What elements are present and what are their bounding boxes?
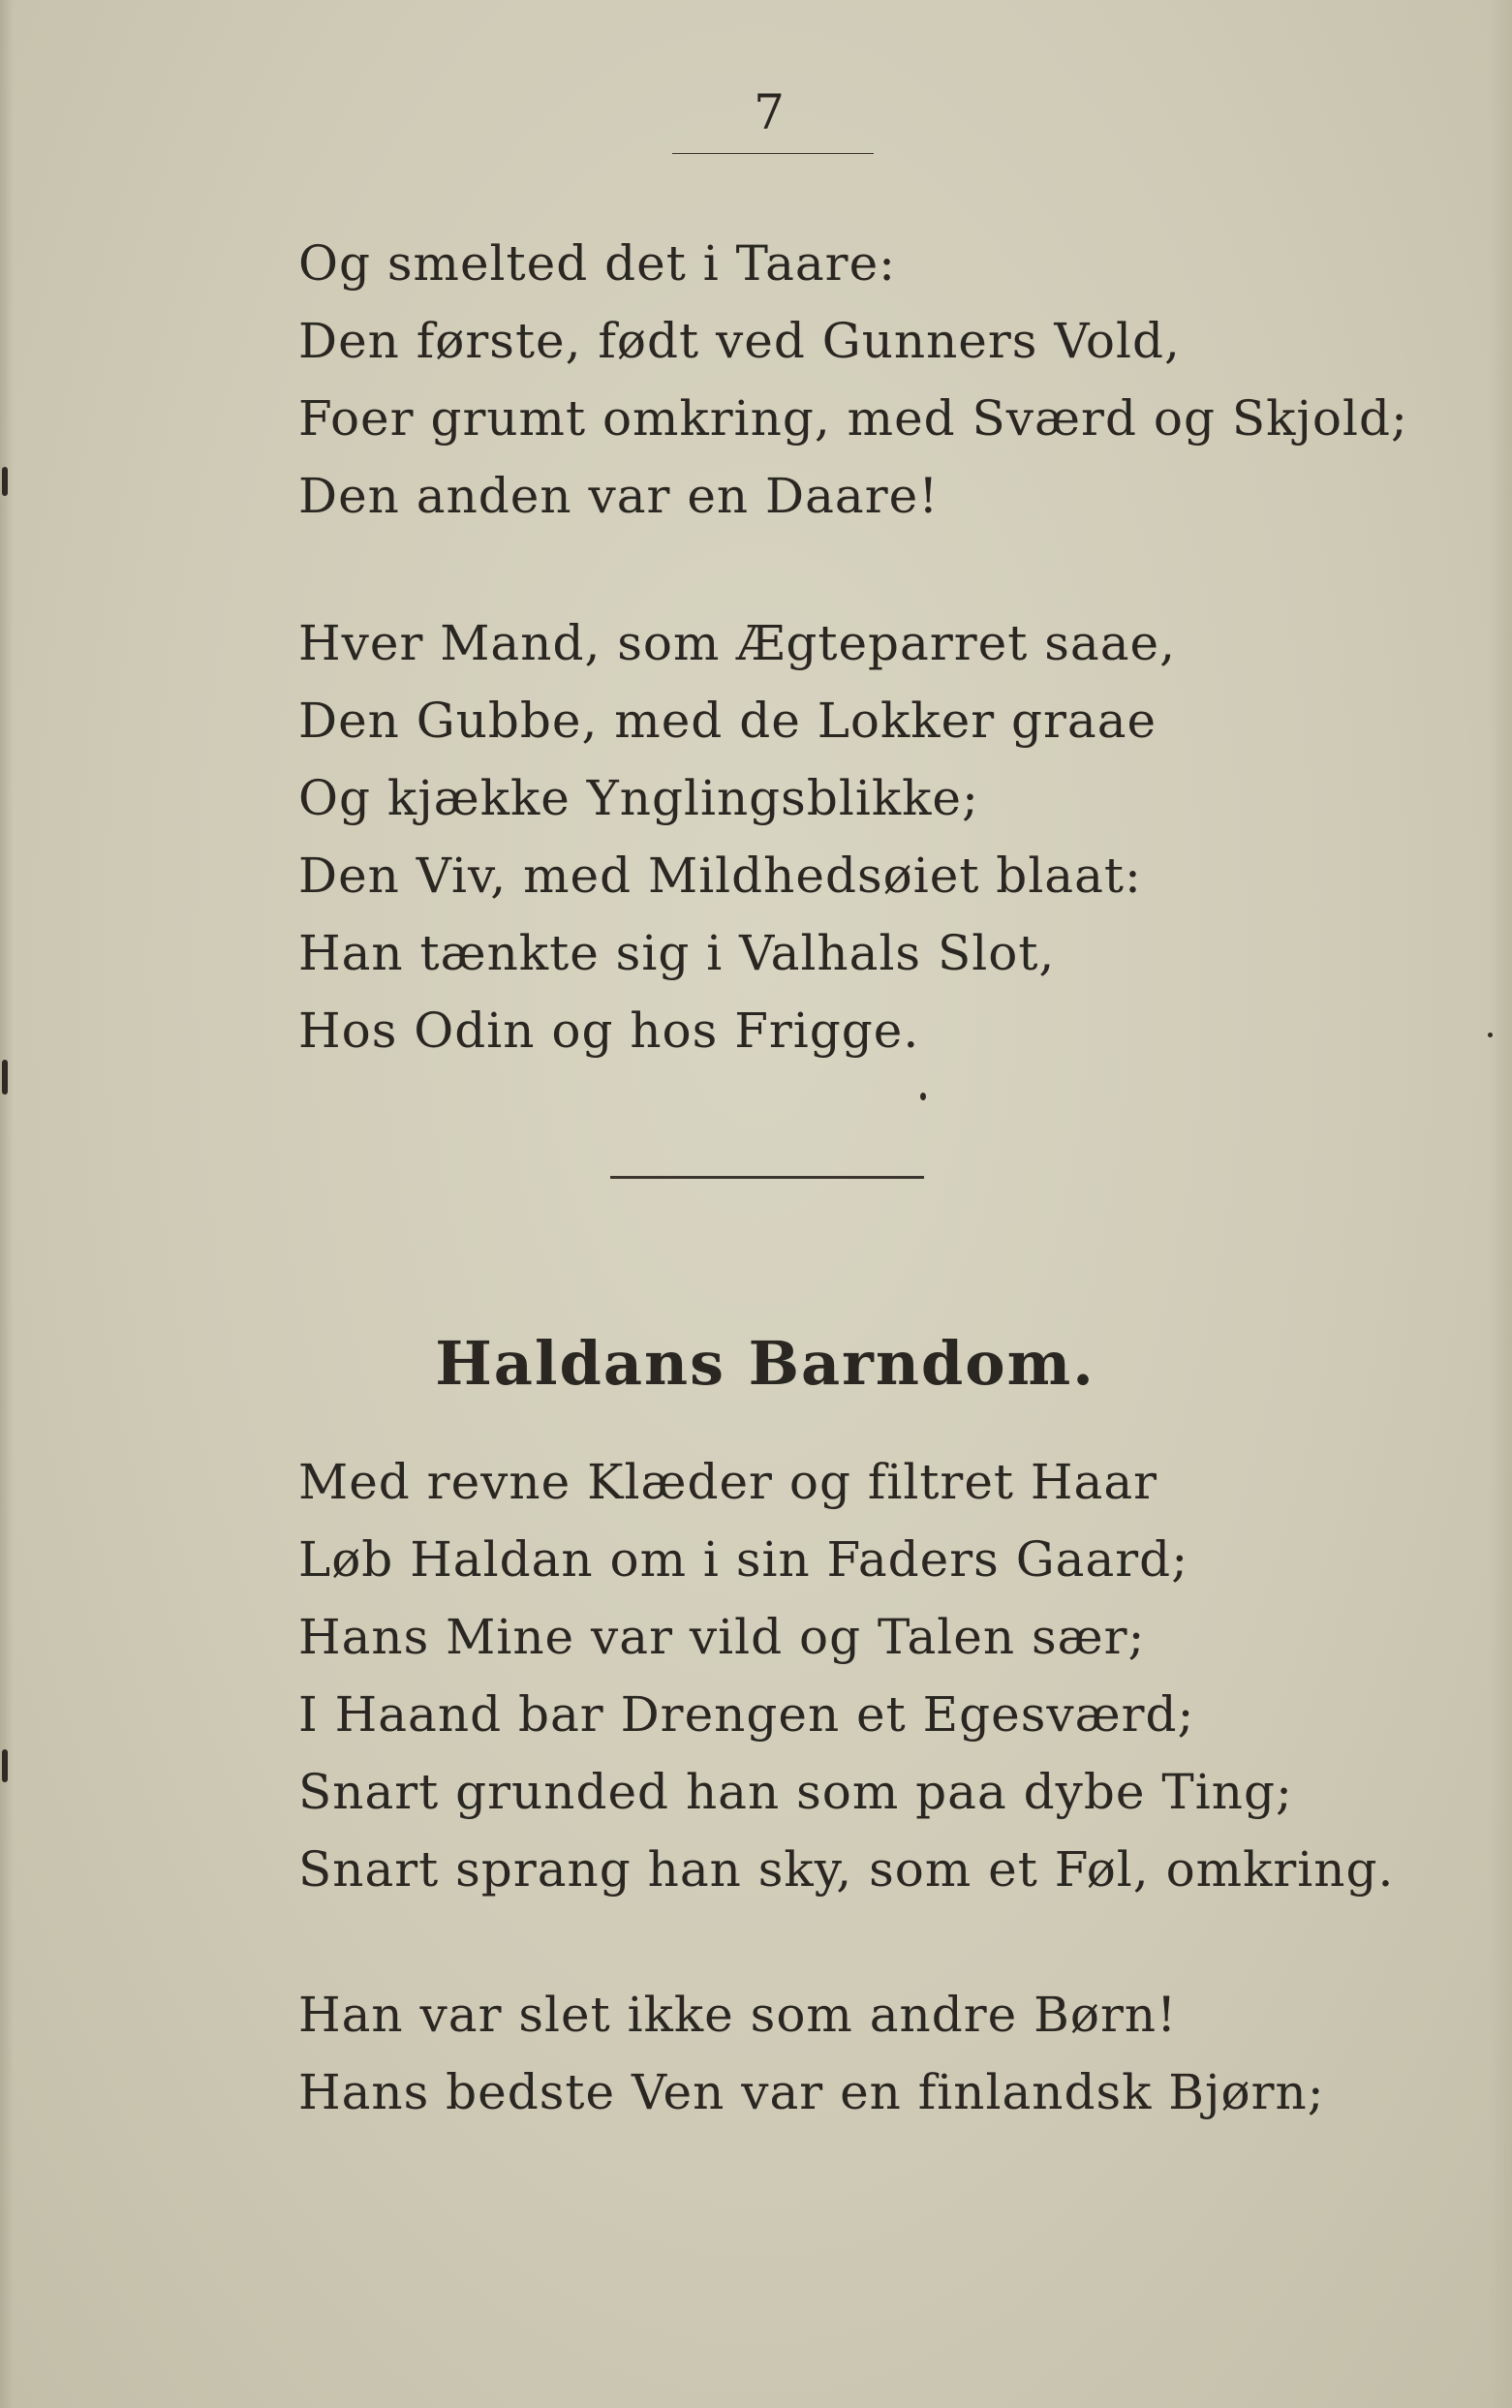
verse-line: Den Viv, med Mildhedsøiet blaat:: [298, 848, 1142, 904]
verse-line: Han var slet ikke som andre Børn!: [298, 1987, 1178, 2043]
paper-speck: [2, 1749, 8, 1782]
verse-line: Han tænkte sig i Valhals Slot,: [298, 925, 1056, 981]
verse-line: Hver Mand, som Ægteparret saae,: [298, 615, 1176, 671]
page-edge-shadow-right: [1489, 0, 1512, 2408]
verse-line: Med revne Klæder og filtret Haar: [298, 1454, 1158, 1510]
verse-line: Hans bedste Ven var en finlandsk Bjørn;: [298, 2064, 1325, 2120]
verse-line: I Haand bar Drengen et Egesværd;: [298, 1686, 1195, 1743]
poem-title: Haldans Barndom.: [435, 1328, 1095, 1399]
verse-line: Den første, født ved Gunners Vold,: [298, 313, 1181, 369]
stanza-1: [298, 225, 1408, 535]
stanza-2: [298, 604, 1176, 1069]
verse-line: Foer grumt omkring, med Sværd og Skjold;: [298, 390, 1408, 447]
verse-line: Snart grunded han som paa dybe Ting;: [298, 1764, 1293, 1820]
stanza-3: [298, 1443, 1394, 1908]
verse-line: Og smelted det i Taare:: [298, 235, 897, 292]
verse-line: Den Gubbe, med de Lokker graae: [298, 693, 1157, 749]
verse-line: Den anden var en Daare!: [298, 468, 940, 524]
paper-speck: [920, 1093, 926, 1100]
header-rule: [672, 153, 874, 154]
paper-speck: [1488, 1033, 1493, 1037]
verse-line: Løb Haldan om i sin Faders Gaard;: [298, 1531, 1189, 1588]
verse-line: Hans Mine var vild og Talen sær;: [298, 1609, 1146, 1665]
verse-line: Hos Odin og hos Frigge.: [298, 1003, 920, 1059]
section-divider-rule: [610, 1176, 924, 1179]
paper-speck: [2, 1060, 8, 1095]
page-edge-shadow-left: [0, 0, 14, 2408]
verse-line: Snart sprang han sky, som et Føl, omkring.: [298, 1841, 1395, 1898]
paper-speck: [2, 467, 8, 496]
verse-line: Og kjække Ynglingsblikke;: [298, 770, 979, 826]
stanza-4: [298, 1976, 1325, 2131]
page-number: 7: [754, 84, 785, 140]
